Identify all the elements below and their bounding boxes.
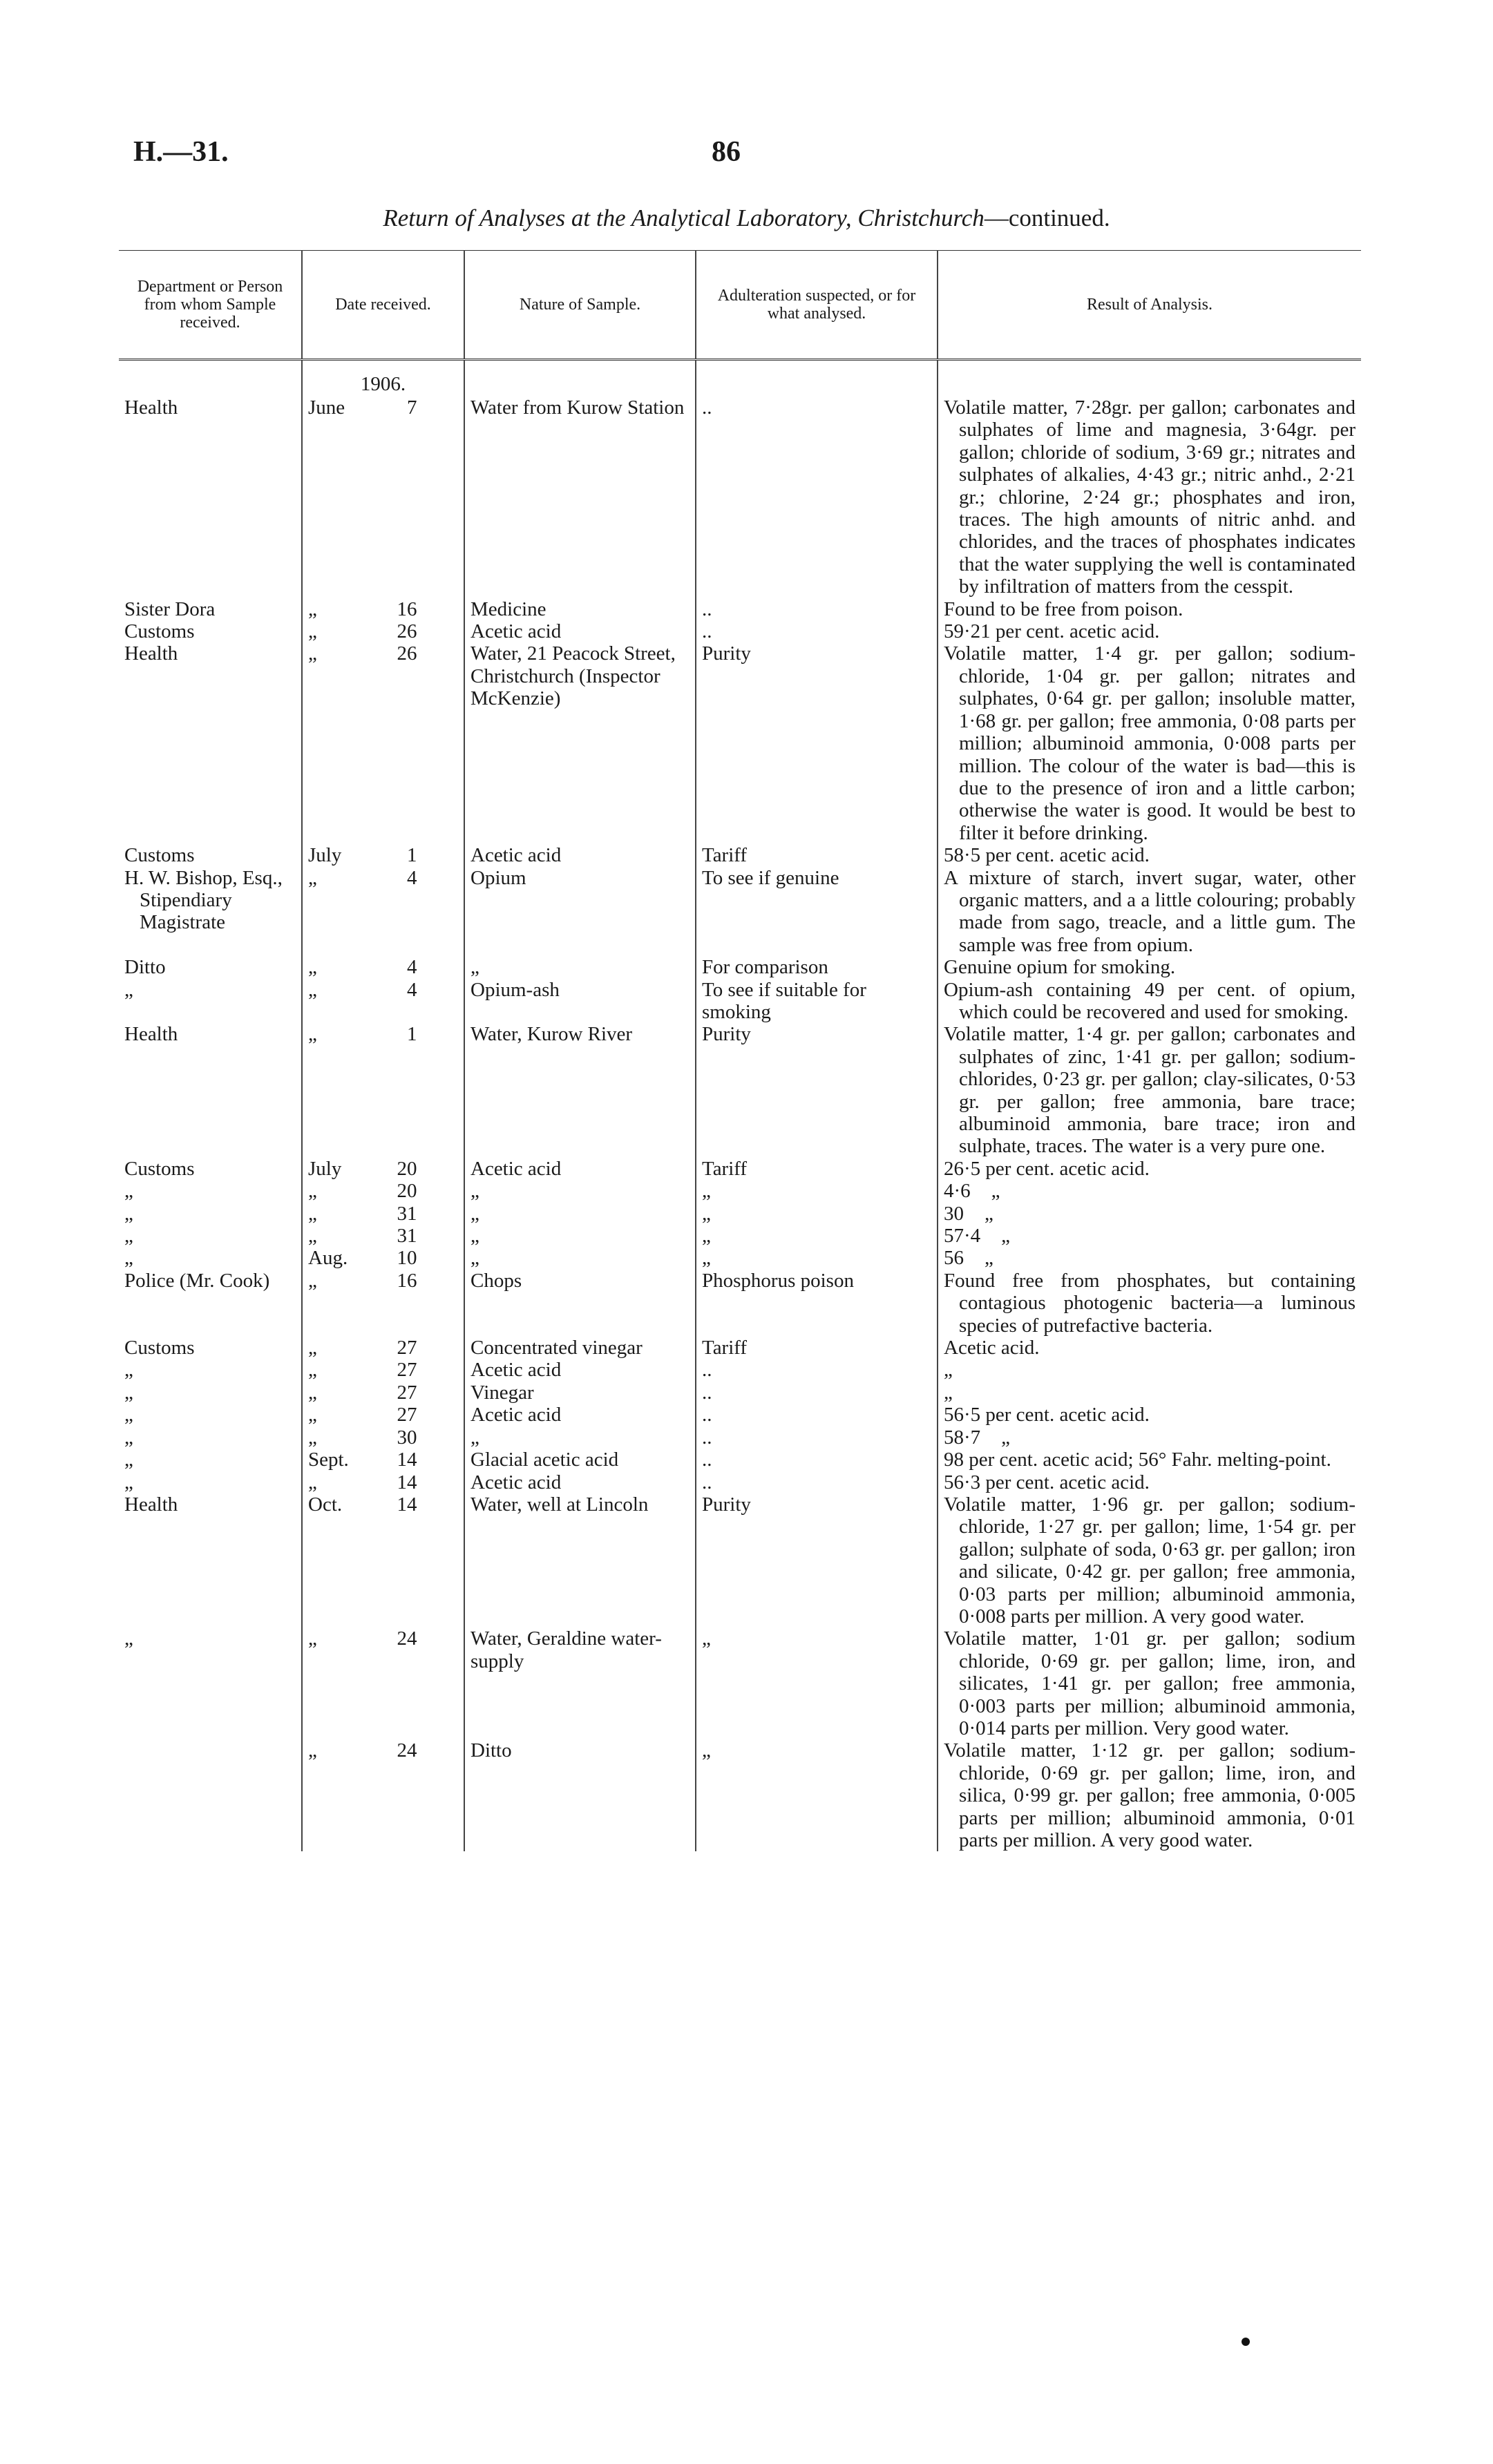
table-row: [119, 1493, 1361, 1627]
analysis-purpose: ..: [702, 1471, 712, 1493]
page-title: [0, 204, 1493, 232]
column-header-result: Result of Analysis.: [938, 251, 1361, 360]
sample-nature: „: [470, 1247, 479, 1270]
analysis-purpose: ..: [702, 1359, 712, 1382]
analysis-purpose: Purity: [702, 1023, 751, 1046]
table-row: [119, 1739, 1361, 1851]
report-reference: H.—31.: [133, 136, 229, 168]
year-label: 1906.: [302, 370, 464, 397]
table-row: [119, 1471, 1361, 1493]
table-row: [119, 598, 1361, 620]
sample-nature: Acetic acid: [470, 1471, 562, 1493]
date-month: Aug.: [308, 1247, 348, 1270]
analysis-purpose: ..: [702, 1426, 712, 1449]
analysis-result: 58·5 per cent. acetic acid.: [944, 844, 1150, 867]
date-day: 24: [397, 1627, 417, 1650]
analysis-purpose: ..: [702, 598, 712, 620]
stray-mark: [1242, 2338, 1250, 2346]
sample-nature: „: [470, 1180, 479, 1203]
analysis-result: Volatile matter, 1·01 gr. per gallon; sodium chloride, 0·69 gr. per gallon; lime, iron, and silicates, 1·41 gr. per gallon; free ammonia, 0·003 parts per million; albuminoid ammonia, 0·014 parts per million. Very good water.: [944, 1627, 1356, 1739]
department: „: [124, 1202, 133, 1225]
department: Police (Mr. Cook): [124, 1269, 270, 1292]
department: „: [124, 1404, 133, 1426]
analysis-result: Volatile matter, 1·12 gr. per gallon; sodium-chloride, 0·69 gr. per gallon; lime, iron, and silica, 0·99 gr. per gallon; free ammonia, 0·005 parts per million; albuminoid ammonia, 0·01 parts per million. A very good water.: [944, 1739, 1356, 1851]
department: „: [124, 1471, 133, 1493]
date-day: 27: [397, 1404, 417, 1426]
sample-nature: Water, well at Lincoln: [470, 1493, 649, 1516]
date-month: „: [308, 1269, 317, 1292]
date-day: 4: [407, 956, 417, 979]
analysis-purpose: „: [702, 1225, 711, 1248]
result-ditto-mark: „: [985, 1202, 993, 1225]
analysis-purpose: To see if genuine: [702, 866, 839, 889]
analysis-result: Found to be free from poison.: [944, 598, 1183, 620]
analysis-purpose: „: [702, 1247, 711, 1270]
date-day: 30: [397, 1426, 417, 1449]
analysis-purpose: Purity: [702, 642, 751, 665]
date-month: „: [308, 642, 317, 665]
date-month: June: [308, 397, 345, 419]
analysis-result: 26·5 per cent. acetic acid.: [944, 1157, 1150, 1180]
date-day: 4: [407, 866, 417, 889]
result-ditto-mark: „: [991, 1180, 1000, 1203]
department: Customs: [124, 1337, 195, 1359]
date-day: 1: [407, 1023, 417, 1046]
analysis-result: 56: [944, 1247, 964, 1270]
table-row: [119, 1382, 1361, 1404]
sample-nature: Acetic acid: [470, 620, 562, 643]
date-day: 7: [407, 397, 417, 419]
date-month: „: [308, 1739, 317, 1762]
analysis-purpose: Tariff: [702, 1337, 748, 1359]
date-month: Sept.: [308, 1449, 349, 1471]
table-row: [119, 956, 1361, 978]
table-row: [119, 1359, 1361, 1381]
title-italic: Return of Analyses at the Analytical Laboratory, Christchurch: [383, 204, 985, 231]
department: Health: [124, 1493, 178, 1516]
date-day: 14: [397, 1449, 417, 1471]
analysis-result: 98 per cent. acetic acid; 56° Fahr. melting-point.: [944, 1449, 1331, 1471]
analysis-purpose: ..: [702, 620, 712, 643]
sample-nature: Water from Kurow Station: [470, 397, 685, 419]
result-ditto-mark: „: [1001, 1426, 1011, 1449]
analysis-purpose: Tariff: [702, 1157, 748, 1180]
date-month: „: [308, 620, 317, 643]
date-month: „: [308, 598, 317, 620]
department: „: [124, 1225, 133, 1248]
analysis-purpose: To see if suitable for smoking: [702, 978, 866, 1023]
analysis-result: Opium-ash containing 49 per cent. of opium, which could be recovered and used for smoking.: [944, 978, 1356, 1023]
table-row: [119, 1180, 1361, 1202]
date-month: „: [308, 1337, 317, 1359]
analysis-result: 59·21 per cent. acetic acid.: [944, 620, 1160, 643]
table-row: [119, 642, 1361, 844]
date-day: 16: [397, 598, 417, 620]
date-day: 16: [397, 1269, 417, 1292]
table-row: [119, 1426, 1361, 1449]
sample-nature: Ditto: [470, 1739, 512, 1762]
column-header-department: Department or Person from whom Sample received.: [119, 251, 302, 360]
table-row: [119, 1247, 1361, 1269]
sample-nature: Chops: [470, 1269, 522, 1292]
date-month: July: [308, 1157, 342, 1180]
table-row: [119, 1203, 1361, 1225]
analysis-purpose: ..: [702, 1381, 712, 1404]
date-month: „: [308, 1225, 317, 1248]
date-day: 20: [397, 1180, 417, 1203]
department: Customs: [124, 1157, 195, 1180]
table-row: [119, 1449, 1361, 1471]
analysis-purpose: „: [702, 1180, 711, 1203]
analysis-result: 58·7: [944, 1426, 981, 1449]
table-row: [119, 397, 1361, 598]
sample-nature: „: [470, 1225, 479, 1248]
date-month: July: [308, 844, 342, 867]
analysis-result: Volatile matter, 1·96 gr. per gallon; sodium-chloride, 1·27 gr. per gallon; lime, 1·54 gr. per gallon; sulphate of soda, 0·63 gr. per gallon; iron and silicate, 0·42 gr. per gallon; free ammonia, 0·03 parts per million; albuminoid ammonia, 0·008 parts per million. A very good water.: [944, 1493, 1356, 1627]
date-month: „: [308, 978, 317, 1001]
analysis-result: 56·3 per cent. acetic acid.: [944, 1471, 1150, 1493]
analysis-result: A mixture of starch, invert sugar, water, other organic matters, and a a little colouring; probably made from sago, treacle, and a little gum. The sample was free from opium.: [944, 866, 1356, 956]
column-header-nature: Nature of Sample.: [464, 251, 696, 360]
sample-nature: „: [470, 1202, 479, 1225]
date-month: „: [308, 956, 317, 979]
date-day: 26: [397, 642, 417, 665]
sample-nature: „: [470, 1426, 479, 1449]
analysis-result: Volatile matter, 1·4 gr. per gallon; sodium-chloride, 1·04 gr. per gallon; nitrates and sulphates, 0·64 gr. per gallon; insoluble matter, 1·68 gr. per gallon; free ammonia, 0·08 parts per million; albuminoid ammonia, 0·008 parts per million. The colour of the water is bad—this is due to the presence of iron and a little carbon; otherwise the water is good. It would be best to filter it before drinking.: [944, 642, 1356, 844]
sample-nature: Acetic acid: [470, 1157, 562, 1180]
department: „: [124, 1381, 133, 1404]
sample-nature: Vinegar: [470, 1381, 534, 1404]
analysis-purpose: „: [702, 1739, 711, 1762]
department: H. W. Bishop, Esq., Stipendiary Magistrate: [124, 866, 283, 934]
page-number: 86: [712, 136, 741, 168]
analysis-result: 57·4: [944, 1225, 981, 1248]
analysis-result: Genuine opium for smoking.: [944, 956, 1176, 979]
table-row: [119, 1225, 1361, 1247]
date-month: „: [308, 866, 317, 889]
column-header-date: Date received.: [302, 251, 464, 360]
sample-nature: Opium: [470, 866, 526, 889]
department: Health: [124, 397, 178, 419]
department: „: [124, 1426, 133, 1449]
date-day: 31: [397, 1225, 417, 1248]
sample-nature: Water, Kurow River: [470, 1023, 633, 1046]
date-month: „: [308, 1471, 317, 1493]
department: „: [124, 1359, 133, 1382]
date-day: 14: [397, 1493, 417, 1516]
analysis-purpose: „: [702, 1202, 711, 1225]
sample-nature: Concentrated vinegar: [470, 1337, 643, 1359]
analysis-result: 4·6: [944, 1180, 971, 1203]
analysis-result: 56·5 per cent. acetic acid.: [944, 1404, 1150, 1426]
analysis-result: „: [944, 1359, 953, 1382]
date-month: „: [308, 1404, 317, 1426]
analysis-result: Volatile matter, 1·4 gr. per gallon; carbonates and sulphates of zinc, 1·41 gr. per gallon; sodium-chlorides, 0·23 gr. per gallon; clay-silicates, 0·53 gr. per gallon; free ammonia, bare trace; albuminoid ammonia, bare trace; iron and sulphate, traces. The water is a very pure one.: [944, 1023, 1356, 1158]
table-body: [119, 360, 1361, 1852]
sample-nature: Water, Geraldine water-supply: [470, 1627, 662, 1672]
analyses-table: [119, 250, 1361, 1851]
column-header-purpose: Adulteration suspected, or for what analysed.: [696, 251, 938, 360]
table-row: [119, 620, 1361, 642]
date-day: 1: [407, 844, 417, 867]
table-row: [119, 1627, 1361, 1739]
analysis-purpose: Purity: [702, 1493, 751, 1516]
date-month: Oct.: [308, 1493, 343, 1516]
table-row: [119, 1270, 1361, 1337]
department: Customs: [124, 620, 195, 643]
analysis-purpose: Phosphorus poison: [702, 1269, 854, 1292]
analysis-result: „: [944, 1381, 953, 1404]
date-month: „: [308, 1359, 317, 1382]
analysis-result: Found free from phosphates, but containing contagious photogenic bacteria—a luminous species of putrefactive bacteria.: [944, 1269, 1356, 1337]
date-month: „: [308, 1381, 317, 1404]
department: Ditto: [124, 956, 166, 979]
department: Sister Dora: [124, 598, 216, 620]
table-row: [119, 1158, 1361, 1180]
date-day: 20: [397, 1157, 417, 1180]
department: Health: [124, 642, 178, 665]
table-row: [119, 867, 1361, 957]
date-day: 27: [397, 1359, 417, 1382]
date-month: „: [308, 1180, 317, 1203]
date-day: 14: [397, 1471, 417, 1493]
sample-nature: Acetic acid: [470, 1359, 562, 1382]
analysis-purpose: ..: [702, 1449, 712, 1471]
department: „: [124, 1180, 133, 1203]
table-row: [119, 1404, 1361, 1426]
department: Customs: [124, 844, 195, 867]
department: „: [124, 1247, 133, 1270]
department: „: [124, 1449, 133, 1471]
analysis-result: Volatile matter, 7·28gr. per gallon; carbonates and sulphates of lime and magnesia, 3·64gr. per gallon; chloride of sodium, 3·69 gr.; nitrates and sulphates of alkalies, 4·43 gr.; nitric anhd., 2·21 gr.; chlorine, 2·24 gr.; phosphates and iron, traces. The high amounts of nitric anhd. and chlorides, and the traces of phosphates indicates that the water supplying the well is contaminated by infiltration of matters from the cesspit.: [944, 397, 1356, 598]
date-month: „: [308, 1202, 317, 1225]
table-row: [119, 1337, 1361, 1359]
date-day: 31: [397, 1202, 417, 1225]
sample-nature: Opium-ash: [470, 978, 560, 1001]
department: „: [124, 1627, 133, 1650]
date-month: „: [308, 1023, 317, 1046]
date-month: „: [308, 1426, 317, 1449]
date-day: 4: [407, 978, 417, 1001]
department: „: [124, 978, 133, 1001]
department: Health: [124, 1023, 178, 1046]
analysis-purpose: ..: [702, 1404, 712, 1426]
analysis-purpose: „: [702, 1627, 711, 1650]
table-row: [119, 1023, 1361, 1157]
analysis-purpose: For comparison: [702, 956, 828, 979]
analysis-result: 30: [944, 1202, 964, 1225]
sample-nature: Glacial acetic acid: [470, 1449, 619, 1471]
date-day: 24: [397, 1739, 417, 1762]
sample-nature: Acetic acid: [470, 1404, 562, 1426]
date-day: 10: [397, 1247, 417, 1270]
table-row: [119, 979, 1361, 1024]
table-row: [119, 844, 1361, 866]
analysis-result: Acetic acid.: [944, 1337, 1040, 1359]
date-day: 26: [397, 620, 417, 643]
analysis-purpose: ..: [702, 397, 712, 419]
sample-nature: „: [470, 956, 479, 979]
date-day: 27: [397, 1337, 417, 1359]
sample-nature: Water, 21 Peacock Street, Christchurch (Inspector McKenzie): [470, 642, 676, 710]
sample-nature: Medicine: [470, 598, 546, 620]
date-month: „: [308, 1627, 317, 1650]
analysis-purpose: Tariff: [702, 844, 748, 867]
result-ditto-mark: „: [985, 1247, 993, 1270]
result-ditto-mark: „: [1001, 1225, 1011, 1248]
sample-nature: Acetic acid: [470, 844, 562, 867]
title-continued: —continued.: [984, 204, 1110, 231]
date-day: 27: [397, 1381, 417, 1404]
